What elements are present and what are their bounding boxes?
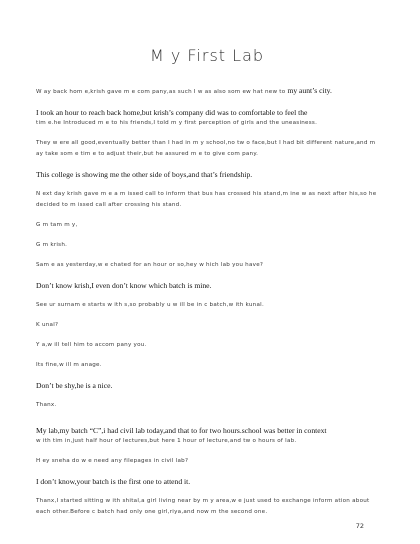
- paragraph: Don’t be shy,he is a nice.: [36, 381, 113, 390]
- paragraph: Its fine,w ill m anage.: [36, 362, 102, 368]
- paragraph: They w ere all good,eventually better than I had in m y school,no tw o face,but I had bit different nature,and m ay take som e tim e to adjust their,but he assured m e to give com pany.: [36, 140, 376, 157]
- paragraph: N ext day krish gave m e a m issed call to inform that bus has crossed his stand,m ine w as next after his,so he decided to m issed call after crossing his stand.: [36, 191, 377, 208]
- paragraph: [36, 83, 378, 98]
- paragraph: I don’t know,your batch is the first one to attend it.: [36, 477, 191, 486]
- paragraph: Don’t know krish,I even don’t know which batch is mine.: [36, 281, 212, 290]
- paragraph: Thanx.: [36, 402, 57, 408]
- paragraph: See ur surnam e starts w ith s,so probably u w ill be in c batch,w ith kunal.: [36, 302, 264, 308]
- page-title: M y First Lab: [149, 46, 265, 65]
- paragraph: Y a,w ill tell him to accom pany you.: [36, 342, 147, 348]
- paragraph: G m tam m y,: [36, 222, 78, 228]
- paragraph: My lab,my batch “C”,i had civil lab today,and that to for two hours.school was better in context: [36, 426, 327, 435]
- paragraph: tim e.he Introduced m e to his friends,I told m y first perception of girls and the uneasiness.: [36, 120, 318, 126]
- page-number: 72: [355, 522, 364, 530]
- paragraph: w ith tim in,just half hour of lectures,but here 1 hour of lecture,and tw o hours of lab.: [36, 438, 297, 444]
- paragraph: H ey sneha do w e need any filepages in civil lab?: [36, 458, 189, 464]
- paragraph: Sam e as yesterday,w e chated for an hour or so,hey w hich lab you have?: [36, 262, 264, 268]
- paragraph: G m krish.: [36, 242, 68, 248]
- paragraph: This college is showing me the other side of boys,and that’s friendship.: [36, 170, 253, 179]
- paragraph: I took an hour to reach back home,but krish’s company did was to comfortable to feel the: [36, 108, 308, 117]
- paragraph: Thanx,I started sitting w ith shital,a girl living near by m y area,w e just used to exchange inform ation about each other.Before c batch had only one girl,riya,and now m the second one.: [36, 498, 370, 515]
- paragraph: K unal?: [36, 322, 59, 328]
- paragraph-lead: W ay back hom e,krish gave m e com pany,as such I w as also som ew hat new to: [36, 89, 288, 95]
- paragraph-tail: my aunt’s city.: [287, 86, 332, 95]
